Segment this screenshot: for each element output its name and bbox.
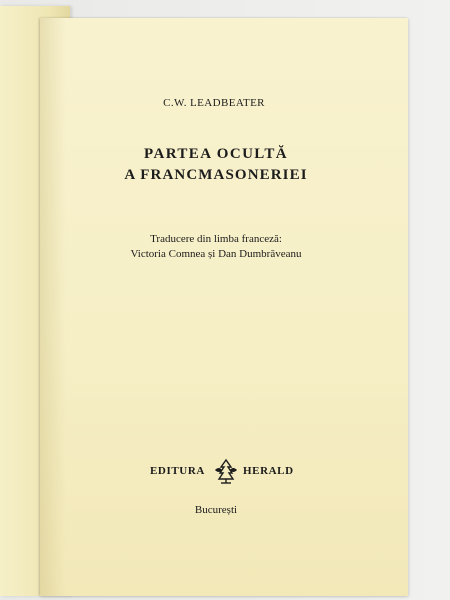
translator-names: Victoria Comnea și Dan Dumbrăveanu [130,248,302,260]
publisher-line [40,458,408,488]
publisher-name-left: EDITURA [150,465,205,477]
translation-credit-label: Traducere din limba franceză: [150,233,282,245]
publisher-emblem-icon [212,458,240,484]
book-title-line-1: PARTEA OCULTĂ [144,146,288,162]
title-page [40,18,408,596]
book-title-line-2: A FRANCMASONERIEI [124,167,308,183]
publisher-name-right: HERALD [243,465,294,477]
author-name: C.W. LEADBEATER [163,97,265,109]
publication-city: București [194,504,238,516]
